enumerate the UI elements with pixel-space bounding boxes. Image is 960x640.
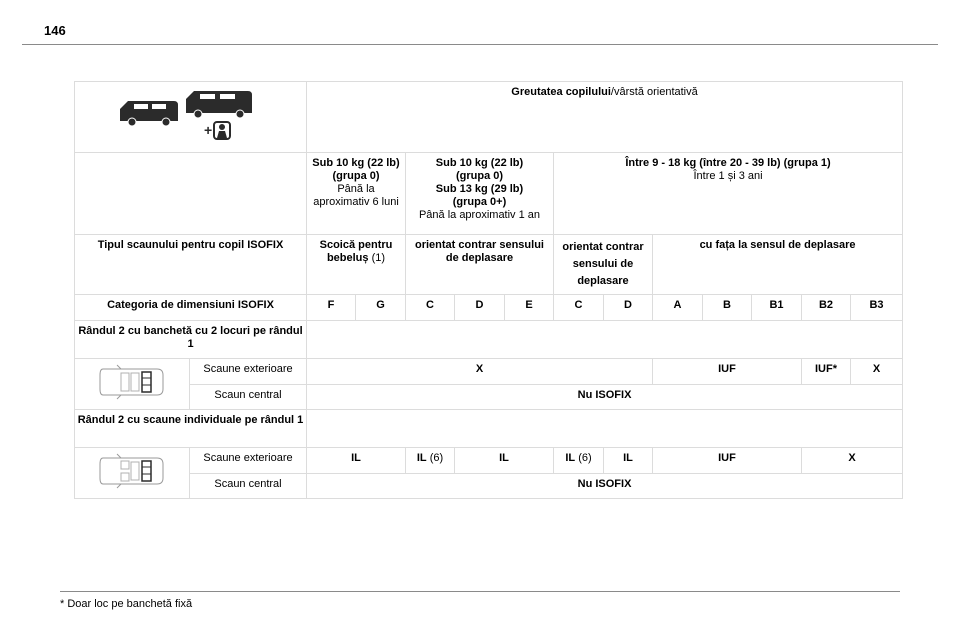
seat-position-label: Scaun central [190,473,307,499]
category-cell: A [653,295,703,321]
weight-group-note: Până la aproximativ 6 luni [313,183,399,208]
weight-title-rest: /vârstă orientativă [610,86,698,98]
table-row [75,448,903,474]
weight-group-cell [307,153,406,235]
seat-layout-bench-icon [97,363,167,401]
child-seat-icon [204,122,230,139]
table-row [75,473,903,499]
weight-group-bold: Sub 10 kg (22 lb) (grupa 0) Sub 13 kg (29 lb) (grupa 0+) [435,157,524,208]
seat-type-cell: orientat contrar sensului de deplasare [554,235,653,295]
seat-type-row [75,235,903,295]
compat-cell: IUF [653,448,802,474]
compat-cell [554,448,604,474]
compat-cell [455,448,554,474]
category-cell: C [554,295,604,321]
seat-type-cell [307,235,406,295]
compat-value: IL [623,452,633,464]
seat-position-label: Scaune exterioare [190,448,307,474]
weight-group-note: Până la aproximativ 1 an [418,209,541,221]
weight-group-bold: Sub 10 kg (22 lb) (grupa 0) [312,157,400,182]
weight-group-note: Între 1 și 3 ani [693,170,763,182]
compat-note: (6) [575,452,592,464]
category-cell: B2 [802,295,851,321]
van-long-icon [186,91,252,118]
svg-text:+: + [203,122,212,138]
compat-value: IL [416,452,427,464]
table-row [75,359,903,385]
category-cell: G [356,295,406,321]
weight-title [307,82,903,153]
seat-type-bold: Scoică pentru bebeluș [319,239,393,264]
compat-cell: IUF [653,359,802,385]
seat-position-label: Scaune exterioare [190,359,307,385]
category-row [75,295,903,321]
category-cell: B3 [851,295,903,321]
seat-type-cell: orientat contrar sensului de deplasare [406,235,554,295]
category-cell: D [604,295,653,321]
compat-value: IL [351,452,361,464]
seat-type-note: (1) [368,252,386,264]
section-title: Rândul 2 cu scaune individuale pe rândul 1 [75,410,307,448]
table-header-row [75,82,903,153]
compat-cell: Nu ISOFIX [307,384,903,410]
footnote: * Doar loc pe banchetă fixă [60,598,193,610]
van-short-icon [120,101,178,126]
compat-value: IL [499,452,509,464]
weight-group-row [75,153,903,235]
compat-note: (6) [426,452,444,464]
category-cell: C [406,295,455,321]
weight-title-bold: Greutatea copilului [511,86,611,98]
compat-cell [604,448,653,474]
row-label: Tipul scaunului pentru copil ISOFIX [75,235,307,295]
category-cell: E [505,295,554,321]
category-cell: B [703,295,752,321]
vehicle-icons-cell [75,82,307,153]
section-title-row [75,321,903,359]
category-cell: D [455,295,505,321]
compat-cell [307,448,406,474]
compat-cell: X [307,359,653,385]
table-row [75,384,903,410]
header-divider [22,44,938,45]
blank-cell [75,153,307,235]
seat-position-label: Scaun central [190,384,307,410]
page-number: 146 [44,23,66,38]
seat-type-cell: cu fața la sensul de deplasare [653,235,903,295]
section-title-row [75,410,903,448]
weight-group-cell [406,153,554,235]
blank-cell [307,410,903,448]
compat-cell: Nu ISOFIX [307,473,903,499]
compat-cell: IUF* [802,359,851,385]
category-cell: F [307,295,356,321]
compat-cell: X [851,359,903,385]
seat-layout-individual-icon [97,452,167,490]
blank-cell [307,321,903,359]
weight-group-cell [554,153,903,235]
section-title: Rândul 2 cu banchetă cu 2 locuri pe rândul 1 [75,321,307,359]
vehicle-icons [116,89,266,141]
footer-divider [60,591,900,592]
seat-layout-cell [75,448,190,499]
seat-layout-cell [75,359,190,410]
compat-cell [406,448,455,474]
row-label: Categoria de dimensiuni ISOFIX [75,295,307,321]
isofix-table [74,81,903,499]
compat-value: IL [565,452,576,464]
weight-group-bold: Între 9 - 18 kg (între 20 - 39 lb) (grupa 1) [625,157,831,169]
category-cell: B1 [752,295,802,321]
compat-cell: X [802,448,903,474]
